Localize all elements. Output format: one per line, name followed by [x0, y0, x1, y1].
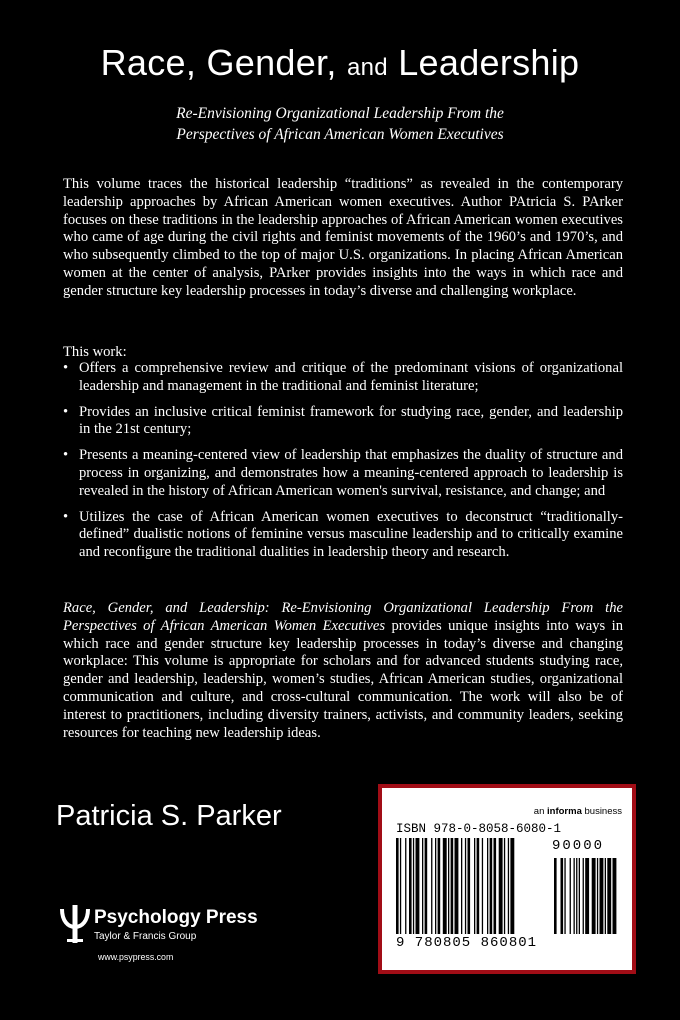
bullet-text: Utilizes the case of African American women executives to deconstruct “traditionally-defined” dualistic notions of feminine versus masculine leadership and to critically examine and reconfigure the traditional dualities in leadership theory and research.: [79, 508, 623, 561]
summary-text: provides unique insights into ways in which race and gender structure key leadership processes in today’s diverse and changing workplace: This volume is appropriate for scholars and for advanced students studying race, gender and leadership, leadership, women’s studies, African American studies, organizational communication and culture, and cross-cultural communication. The work will also be of interest to practitioners, including diversity trainers, activists, and community leaders, seeking resources for teaching new leadership ideas.: [63, 617, 623, 741]
author-name: Patricia S. Parker: [56, 800, 282, 832]
subtitle-line-1: Re-Envisioning Organizational Leadership From the: [176, 105, 504, 122]
barcode-bar: [607, 858, 611, 934]
barcode-bar: [504, 838, 505, 934]
barcode-bar: [570, 858, 571, 934]
barcode-bar: [409, 838, 412, 934]
publisher-url: www.psypress.com: [98, 952, 174, 962]
barcode-bar: [443, 838, 447, 934]
barcode-bar: [487, 838, 488, 934]
barcode-bar: [508, 838, 509, 934]
title-part-3: Leadership: [398, 42, 580, 83]
list-item: [63, 509, 623, 562]
barcode-bar: [448, 838, 449, 934]
bullet-text: Offers a comprehensive review and critique of the predominant visions of organizational leadership and management in the traditional and feminist literature;: [79, 360, 623, 394]
book-title: [0, 42, 680, 84]
barcode-bar: [413, 838, 414, 934]
barcode-bar: [583, 858, 584, 934]
barcode-bar: [499, 838, 503, 934]
barcode-graphic: [396, 838, 618, 934]
barcode-bar: [474, 838, 475, 934]
barcode-bar: [554, 858, 557, 934]
bullet-icon: •: [63, 403, 69, 420]
subtitle-line-2: Perspectives of African American Women Executives: [176, 126, 504, 143]
summary-paragraph: [63, 600, 623, 742]
summary-book-title: Race, Gender, and Leadership: Re-Envisioning Organizational Leadership From the Perspectives of African American Women Executives: [63, 600, 623, 634]
barcode-bar: [455, 838, 459, 934]
barcode-bar: [592, 858, 596, 934]
barcode-bar: [465, 838, 466, 934]
barcode-bar: [574, 858, 575, 934]
barcode-bar: [597, 858, 598, 934]
informa-business: [534, 806, 622, 817]
bullet-list: [63, 360, 623, 570]
bullet-icon: •: [63, 447, 69, 464]
bullet-text: Provides an inclusive critical feminist framework for studying race, gender, and leadership in the 21st century;: [79, 403, 623, 438]
barcode-bar: [431, 838, 432, 934]
isbn-text: ISBN 978-0-8058-6080-1: [396, 822, 562, 836]
barcode-bar: [579, 858, 580, 934]
barcode-bar: [605, 858, 606, 934]
list-item: [63, 404, 623, 440]
barcode-bar: [461, 838, 462, 934]
barcode-bar: [510, 838, 514, 934]
book-subtitle: [0, 103, 680, 145]
bullet-text: Presents a meaning-centered view of leadership that emphasizes the duality of structure and process in organizing, and demonstrates how a meaning-centered approach to leadership is revealed in the history of African American women's survival, resistance, and change; and: [79, 447, 623, 499]
barcode-bar: [494, 838, 497, 934]
list-item: [63, 447, 623, 500]
bullet-icon: •: [63, 508, 69, 525]
barcode-bar: [400, 838, 401, 934]
isbn-barcode-box: [378, 784, 636, 974]
barcode-bar: [477, 838, 480, 934]
title-part-1: Race, Gender,: [100, 42, 337, 83]
barcode-bar: [468, 838, 471, 934]
barcode-bar: [585, 858, 589, 934]
title-part-2: and: [346, 54, 388, 81]
price-code: 90000: [552, 838, 605, 854]
psychology-press-logo-icon: [60, 905, 90, 943]
barcode-bar: [425, 838, 428, 934]
barcode-bar: [438, 838, 441, 934]
informa-suffix: business: [581, 806, 622, 817]
list-item: [63, 360, 623, 396]
publisher-group: Taylor & Francis Group: [94, 931, 197, 942]
intro-paragraph: This volume traces the historical leadership “traditions” as revealed in the contemporary leadership approaches by African American women executives. Author PAtricia S. PArker focuses on these traditions in the leadership approaches of African American women executives who came of age during the civil rights and feminist movements of the 1960’s and 1970’s, and who subsequently climbed to the top of major U.S. organizations. In placing African American women at the center of analysis, PArker provides insights into the ways in which race and gender structure key leadership processes in today’s diverse and challenging workplace.: [63, 176, 623, 299]
informa-prefix: an: [533, 806, 548, 817]
barcode-bar: [613, 858, 617, 934]
barcode-bar: [416, 838, 420, 934]
barcode-bar: [435, 838, 436, 934]
barcode-bar: [576, 858, 577, 934]
work-label: This work:: [63, 344, 127, 360]
barcode-bar: [561, 858, 564, 934]
informa-brand: informa: [547, 806, 582, 817]
barcode-bar: [396, 838, 399, 934]
barcode-bar: [564, 858, 565, 934]
bullet-icon: •: [63, 360, 69, 376]
barcode-number: 9 780805 860801: [396, 935, 538, 951]
barcode-bar: [422, 838, 423, 934]
barcode-bar: [490, 838, 493, 934]
barcode-bar: [482, 838, 483, 934]
barcode-bar: [600, 858, 604, 934]
barcode-bar: [405, 838, 406, 934]
publisher-name: Psychology Press: [94, 907, 258, 928]
barcode-bar: [451, 838, 454, 934]
